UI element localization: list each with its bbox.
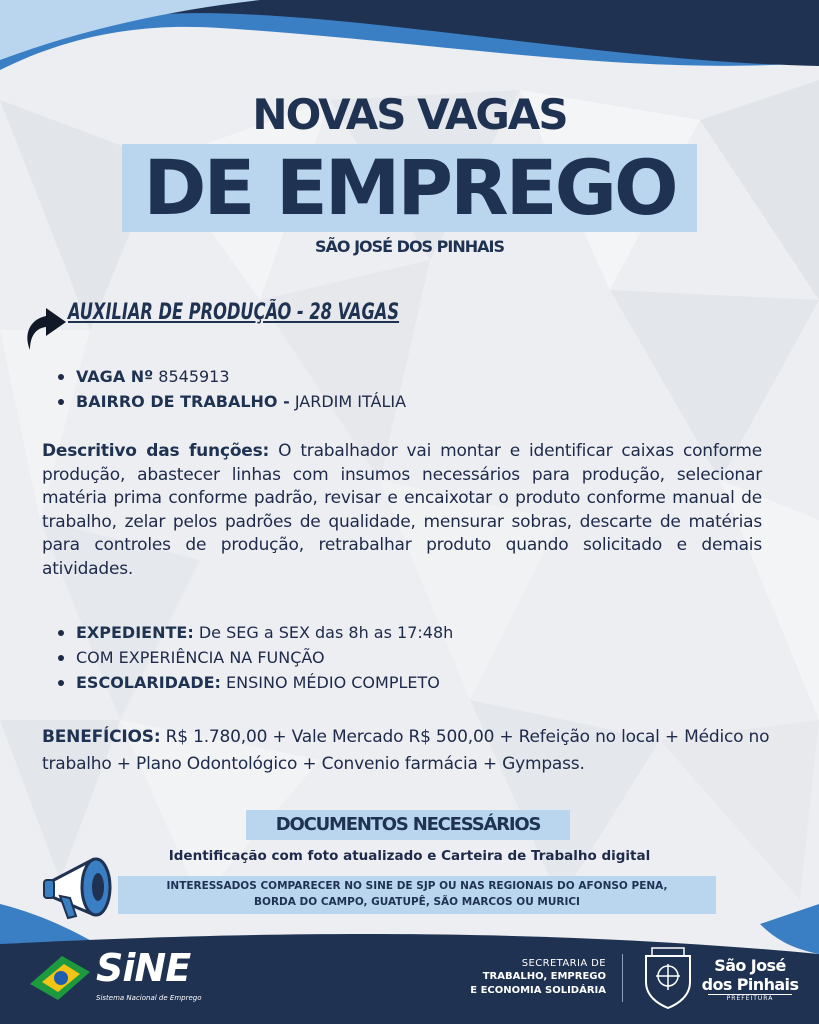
city-crest-icon bbox=[640, 946, 696, 1010]
list-item bbox=[52, 645, 453, 670]
job-description bbox=[42, 440, 762, 582]
city-prefeitura: PREFEITURA bbox=[726, 995, 774, 1002]
vaga-value: 8545913 bbox=[158, 367, 230, 386]
escolaridade-label: ESCOLARIDADE: bbox=[76, 673, 221, 692]
secretaria-line-1: SECRETARIA DE bbox=[521, 958, 606, 969]
list-item bbox=[52, 364, 406, 389]
documents-subtitle: Identificação com foto atualizado e Carteira de Trabalho digital bbox=[168, 848, 651, 864]
experiencia-text: COM EXPERIÊNCIA NA FUNÇÃO bbox=[76, 648, 325, 667]
megaphone-icon bbox=[40, 852, 122, 926]
curved-arrow-icon bbox=[22, 300, 68, 352]
expediente-value: De SEG a SEX das 8h as 17:48h bbox=[198, 623, 454, 642]
sine-subtitle: Sistema Nacional de Emprego bbox=[96, 994, 202, 1002]
top-waves bbox=[0, 0, 819, 100]
notice-line-2: BORDA DO CAMPO, GUATUPÊ, SÃO MARCOS OU MURICI bbox=[254, 896, 580, 908]
list-item bbox=[52, 620, 453, 645]
heading-city: SÃO JOSÉ DOS PINHAIS bbox=[315, 237, 504, 256]
heading-novas-vagas: NOVAS VAGAS bbox=[252, 90, 567, 139]
notice-line-1: INTERESSADOS COMPARECER NO SINE DE SJP OU NAS REGIONAIS DO AFONSO PENA, bbox=[166, 880, 668, 892]
description-text: O trabalhador vai montar e identificar caixas conforme produção, abastecer linhas com insumos necessários para produção, selecionar matéria prima conforme padrão, revisar e encaixotar o produto conforme manual de trabalho, zelar pelos padrões de qualidade, mensurar sobras, descarte de matérias para controles de produção, retrabalhar produto quando solicitado e demais atividades. bbox=[42, 441, 762, 579]
benefits-text: R$ 1.780,00 + Vale Mercado R$ 500,00 + Refeição no local + Médico no trabalho + Plano Odontológico + Convenio farmácia + Gympass. bbox=[42, 727, 770, 774]
secretaria-line-2: TRABALHO, EMPREGO bbox=[482, 971, 606, 982]
description-label: Descritivo das funções: bbox=[42, 441, 270, 461]
top-banner-shapes bbox=[0, 0, 819, 100]
benefits-label: BENEFÍCIOS: bbox=[42, 727, 161, 747]
footer-divider bbox=[622, 954, 623, 1002]
notice-text bbox=[118, 878, 716, 910]
job-requirements-list bbox=[52, 620, 453, 695]
heading-de-emprego: DE EMPREGO bbox=[143, 143, 676, 232]
bairro-label: BAIRRO DE TRABALHO - bbox=[76, 392, 290, 411]
expediente-label: EXPEDIENTE: bbox=[76, 623, 194, 642]
sine-name: SiNE bbox=[96, 946, 191, 990]
benefits bbox=[42, 724, 782, 778]
vaga-label: VAGA Nº bbox=[76, 367, 154, 386]
job-title: AUXILIAR DE PRODUÇÃO - 28 VAGAS bbox=[68, 300, 400, 325]
city-name-line-1: São José bbox=[714, 956, 786, 975]
job-info-list bbox=[52, 364, 406, 414]
city-name-line-2: dos Pinhais bbox=[701, 975, 799, 994]
list-item bbox=[52, 389, 406, 414]
documents-title: DOCUMENTOS NECESSÁRIOS bbox=[275, 814, 541, 835]
secretaria-line-3: E ECONOMIA SOLIDÁRIA bbox=[470, 985, 606, 996]
list-item bbox=[52, 670, 453, 695]
escolaridade-value: ENSINO MÉDIO COMPLETO bbox=[226, 673, 440, 692]
bairro-value: JARDIM ITÁLIA bbox=[294, 392, 407, 411]
